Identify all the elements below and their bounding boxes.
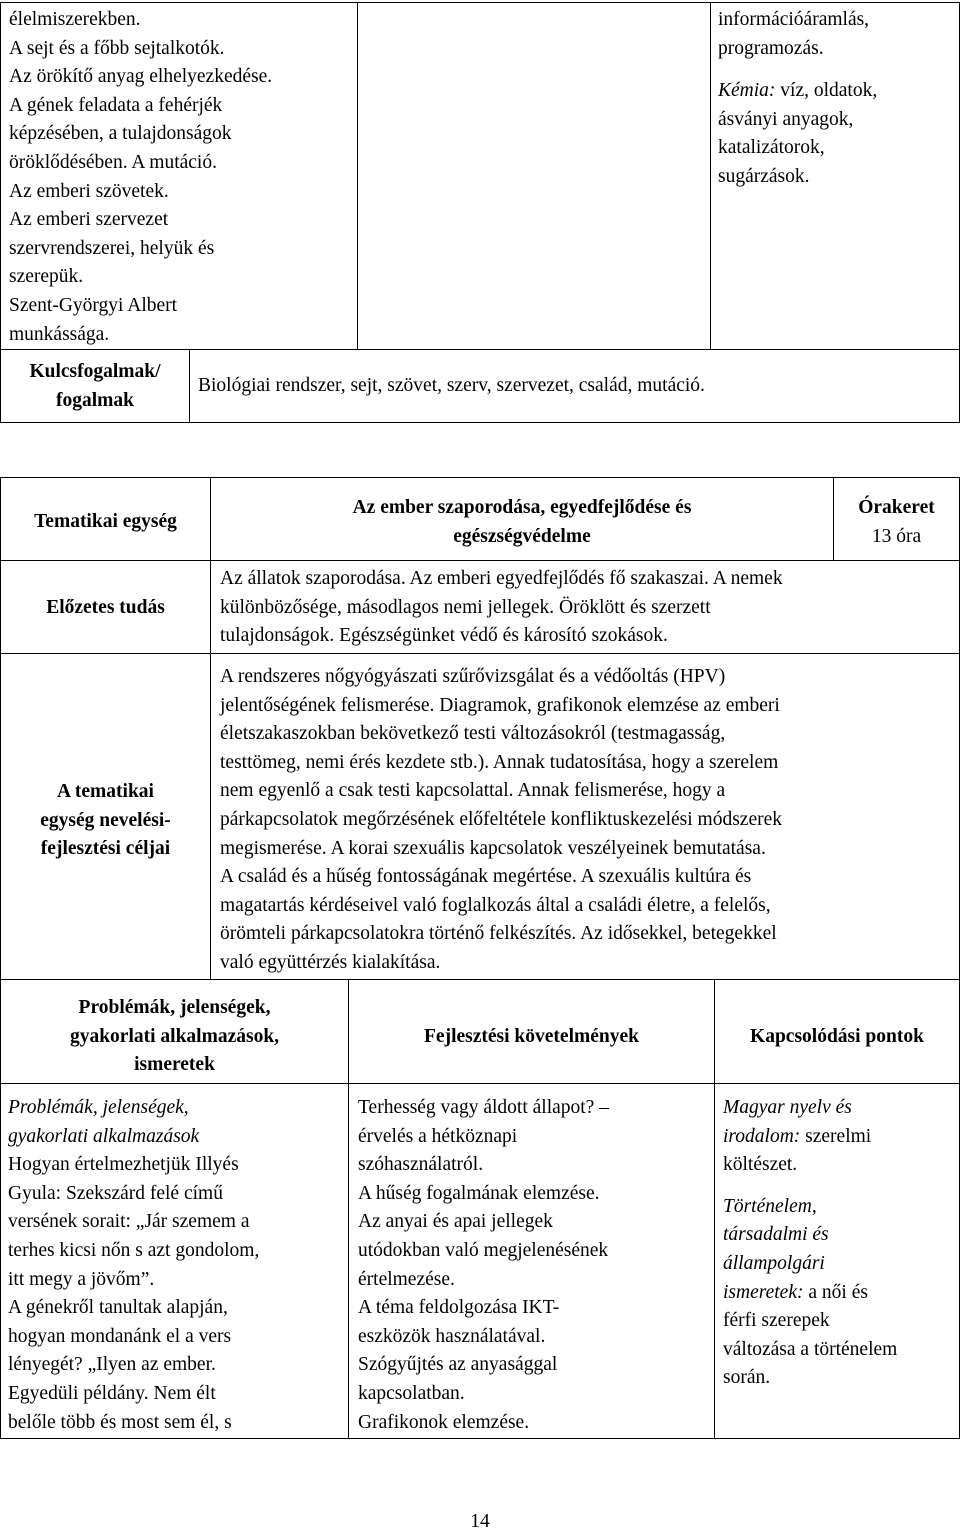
topic-line: szervrendszerei, helyük és: [9, 237, 215, 259]
tortenelem-label: Történelem,: [723, 1195, 817, 1217]
requirements-header: Fejlesztési követelmények: [424, 1026, 639, 1047]
connections-text: [723, 1094, 957, 1393]
topic-list: [9, 6, 354, 349]
tortenelem-text: változása a történelem: [723, 1338, 898, 1360]
tortenelem-label: társadalmi és: [723, 1224, 829, 1246]
kemia-line: [718, 77, 956, 106]
thematic-unit-label: Tematikai egység: [34, 511, 177, 532]
table-border: [0, 979, 960, 980]
topic-line: munkássága.: [9, 323, 110, 345]
kemia-line: ásványi anyagok,: [718, 108, 854, 130]
topic-line: szerepük.: [9, 266, 84, 288]
hours-cell: [834, 494, 959, 551]
topic-line: élelmiszerekben.: [9, 9, 141, 30]
table-border: [0, 349, 710, 350]
problems-text: Problémák, jelenségek, gyakorlati alkalmazások Hogyan értelmezhetjük Illyés Gyula: Szekszárd felé című versének sorait: „Jár szemem a terhes kicsi nőn s azt gondolom, itt megy a jövőm”. A génekről tanultak alapján, hogyan mondanánk el a vers lényegét? „Ilyen az ember. Egyedüli példány. Nem élt belőle több és most sem él, s: [8, 1097, 260, 1433]
connection-line: programozás.: [718, 37, 824, 59]
kemia-label: Kémia:: [718, 80, 776, 102]
table-border: [0, 1438, 960, 1439]
topic-line: öröklődésében. A mutáció.: [9, 151, 217, 173]
hours-label: Órakeret: [858, 497, 935, 518]
table-border: [0, 422, 960, 423]
kemia-line: sugárzások.: [718, 165, 810, 187]
table-border: [0, 1083, 960, 1084]
kemia-text: víz, oldatok,: [775, 80, 878, 102]
tortenelem-text: a női és: [803, 1281, 868, 1303]
table-border: [357, 2, 358, 349]
key-concepts-text: Biológiai rendszer, sejt, szövet, szerv, szervezet, család, mutáció.: [198, 375, 705, 396]
connection-points-cell: [718, 6, 956, 192]
topic-line: Szent-Györgyi Albert: [9, 294, 178, 316]
goals-text: A rendszeres nőgyógyászati szűrővizsgálat és a védőoltás (HPV) jelentőségének felismerése. Diagramok, grafikonok elemzése az emberi életszakaszokban bekövetkező testi változásokról (testmagasság, testtömeg, nemi érés kezdete stb.). Annak tudatosítása, hogy a szerelem nem egyenlő a csak testi kapcsolattal. Annak felismerése, hogy a párkapcsolatok megőrzésének előfeltétele konfliktuskezelési módszerek megismerése. A korai szexuális kapcsolatok veszélyeinek bemutatása. A család és a hűség fontosságának megértése. A szexuális kultúra és magatartás kérdéseivel való foglalkozás által a családi életre, a felelős, örömteli párkapcsolatokra történő felkészítés. Az idősekkel, betegekkel való együttérzés kialakítása.: [220, 666, 783, 973]
topic-line: A gének feladata a fehérjék: [9, 94, 223, 116]
magyar-label: irodalom:: [723, 1125, 801, 1147]
table-border: [210, 477, 211, 979]
kemia-line: katalizátorok,: [718, 137, 825, 159]
key-concepts-label: Kulcsfogalmak/ fogalmak: [29, 361, 161, 411]
tortenelem-label: állampolgári: [723, 1252, 825, 1274]
topic-line: Az örökítő anyag elhelyezkedése.: [9, 66, 273, 88]
table-border: [710, 2, 711, 349]
topic-line: A sejt és a főbb sejtalkotók.: [9, 37, 225, 59]
prior-knowledge-label: Előzetes tudás: [46, 597, 165, 618]
table-border: [0, 560, 960, 561]
topic-line: képzésében, a tulajdonságok: [9, 123, 232, 145]
requirements-text: Terhesség vagy áldott állapot? – érvelés a hétköznapi szóhasználatról. A hűség fogalmának elemzése. Az anyai és apai jellegek utódokban való megjelenésének értelmezése. A téma feldolgozása IKT- eszközök használatával. Szógyűjtés az anyasággal kapcsolatban. Grafikonok elemzése.: [358, 1097, 609, 1433]
table-border: [0, 477, 960, 478]
topic-line: Az emberi szervezet: [9, 209, 169, 231]
magyar-label: Magyar nyelv és: [723, 1097, 852, 1118]
connections-header: Kapcsolódási pontok: [750, 1026, 924, 1047]
tortenelem-text: során.: [723, 1367, 771, 1389]
magyar-text: költészet.: [723, 1154, 798, 1176]
goals-label: A tematikai egység nevelési- fejlesztési céljai: [40, 781, 171, 860]
table-border: [189, 349, 190, 422]
table-border: [0, 2, 960, 3]
tortenelem-label: ismeretek:: [723, 1281, 804, 1303]
page-number: 14: [470, 1511, 490, 1532]
topic-line: Az emberi szövetek.: [9, 180, 169, 202]
magyar-text: szerelmi: [800, 1125, 872, 1147]
table-border: [0, 653, 960, 654]
tortenelem-text: férfi szerepek: [723, 1310, 830, 1332]
prior-knowledge-text: Az állatok szaporodása. Az emberi egyedfejlődés fő szakaszai. A nemek különbözősége, másodlagos nemi jellegek. Öröklött és szerzett tulajdonságok. Egészségünket védő és károsító szokások.: [220, 568, 783, 647]
hours-value: 13 óra: [871, 525, 922, 547]
unit-title: Az ember szaporodása, egyedfejlődése és egészségvédelme: [352, 497, 692, 547]
connection-line: információáramlás,: [718, 9, 870, 30]
table-border: [710, 349, 960, 350]
problems-header: Problémák, jelenségek, gyakorlati alkalmazások, ismeretek: [69, 997, 280, 1076]
